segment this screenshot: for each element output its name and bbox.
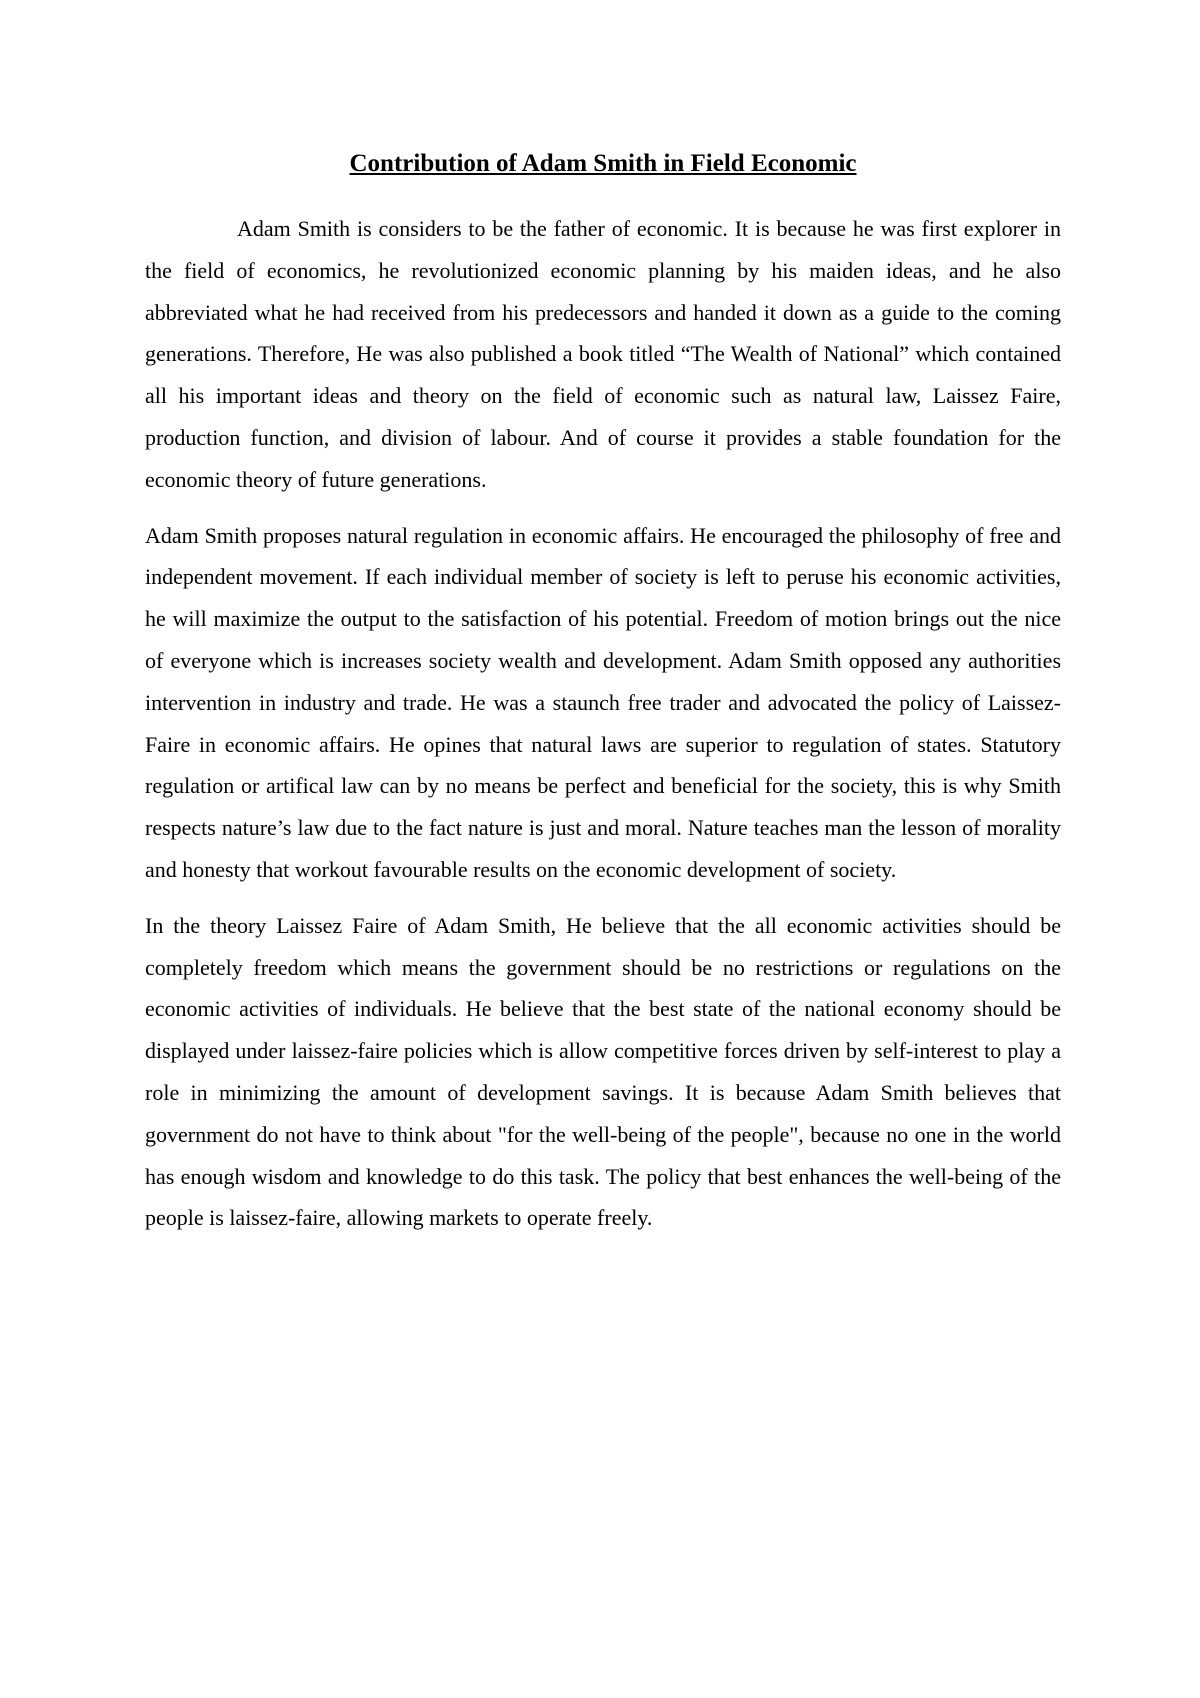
paragraph-1: Adam Smith is considers to be the father of economic. It is because he was first explorer in the field of economics, he revolutionized economic planning by his maiden ideas, and he also abbreviated what he had received from his predecessors and handed it down as a guide to the coming generations. Therefore, He was also published a book titled “The Wealth of National” which contained all his important ideas and theory on the field of economic such as natural law, Laissez Faire, production function, and division of labour. And of course it provides a stable foundation for the economic theory of future generations. [145,216,1061,492]
paragraph-3: In the theory Laissez Faire of Adam Smith, He believe that the all economic activities should be completely freedom which means the government should be no restrictions or regulations on the economic activities of individuals. He believe that the best state of the national economy should be displayed under laissez-faire policies which is allow competitive forces driven by self-interest to play a role in minimizing the amount of development savings. It is because Adam Smith believes that government do not have to think about "for the well-being of the people", because no one in the world has enough wisdom and knowledge to do this task. The policy that best enhances the well-being of the people is laissez-faire, allowing markets to operate freely. [145,912,1061,1231]
paragraph-2: Adam Smith proposes natural regulation in economic affairs. He encouraged the philosophy of free and independent movement. If each individual member of society is left to peruse his economic activities, he will maximize the output to the satisfaction of his potential. Freedom of motion brings out the nice of everyone which is increases society wealth and development. Adam Smith opposed any authorities intervention in industry and trade. He was a staunch free trader and advocated the policy of Laissez-Faire in economic affairs. He opines that natural laws are superior to regulation of states. Statutory regulation or artifical law can by no means be perfect and beneficial for the society, this is why Smith respects nature’s law due to the fact nature is just and moral. Nature teaches man the lesson of morality and honesty that workout favourable results on the economic development of society. [145,522,1061,882]
document-title: Contribution of Adam Smith in Field Economic [349,150,857,177]
document-body [145,143,1061,1239]
